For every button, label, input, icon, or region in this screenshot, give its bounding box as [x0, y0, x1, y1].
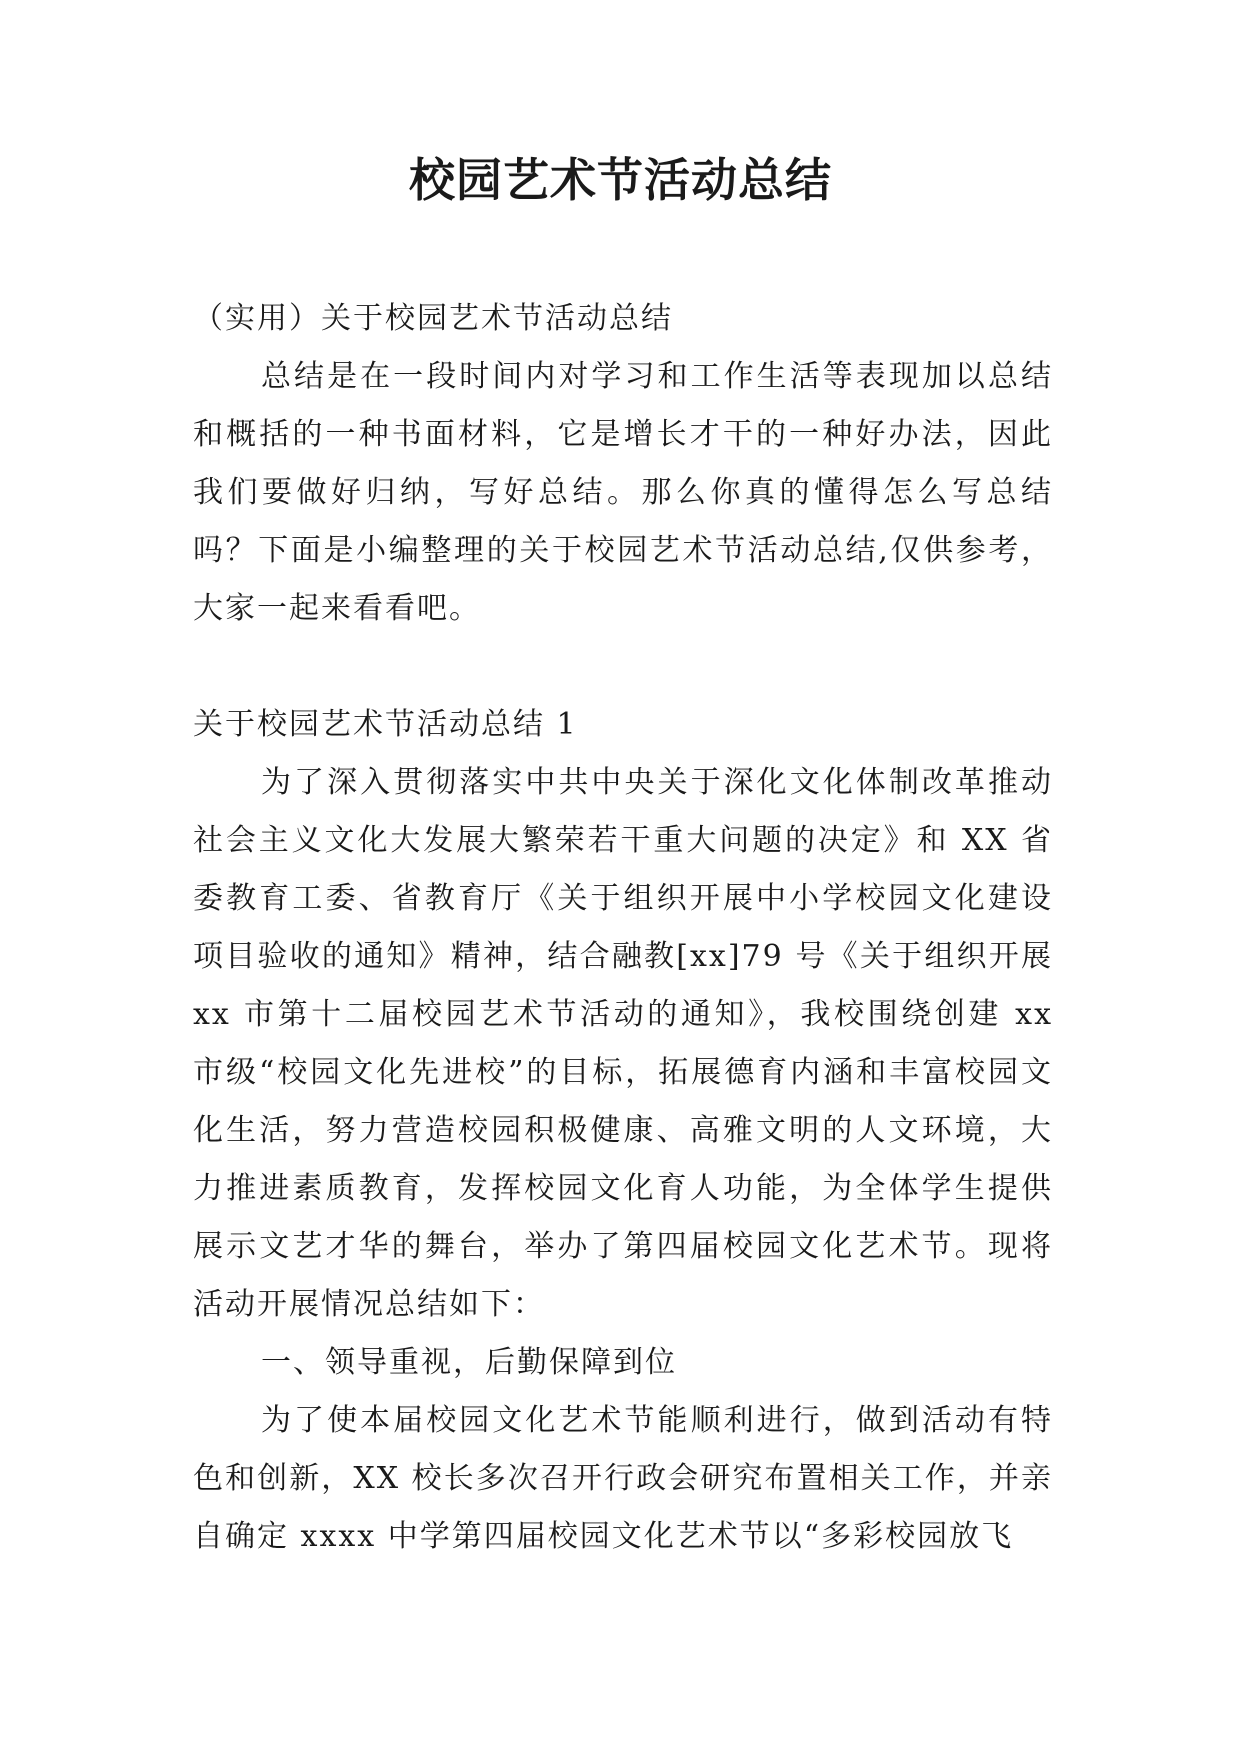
document-subtitle: （实用）关于校园艺术节活动总结	[193, 301, 673, 336]
document-title: 校园艺术节活动总结	[409, 153, 832, 207]
intro-paragraph: 总结是在一段时间内对学习和工作生活等表现加以总结和概括的一种书面材料，它是增长才干的一种好办法，因此我们要做好归纳，写好总结。那么你真的懂得怎么写总结吗？下面是小编整理的关于校园艺术节活动总结,仅供参考，大家一起来看看吧。	[193, 359, 1053, 626]
section-heading-1: 关于校园艺术节活动总结 1	[193, 707, 578, 742]
subsection1-paragraph-1: 为了使本届校园文化艺术节能顺利进行，做到活动有特色和创新，XX 校长多次召开行政会研究布置相关工作，并亲自确定 xxxx 中学第四届校园文化艺术节以“多彩校园放飞	[193, 1403, 1053, 1554]
section1-paragraph-1: 为了深入贯彻落实中共中央关于深化文化体制改革推动社会主义文化大发展大繁荣若干重大问题的决定》和 XX 省委教育工委、省教育厅《关于组织开展中小学校园文化建设项目验收的通知》精神，结合融教[xx]79 号《关于组织开展 xx 市第十二届校园艺术节活动的通知》，我校围绕创建 xx 市级“校园文化先进校”的目标，拓展德育内涵和丰富校园文化生活，努力营造校园积极健康、高雅文明的人文环境，大力推进素质教育，发挥校园文化育人功能，为全体学生提供展示文艺才华的舞台，举办了第四届校园文化艺术节。现将活动开展情况总结如下：	[193, 765, 1053, 1322]
document-body	[193, 290, 1053, 1566]
subsection-heading-1: 一、领导重视，后勤保障到位	[261, 1345, 677, 1380]
